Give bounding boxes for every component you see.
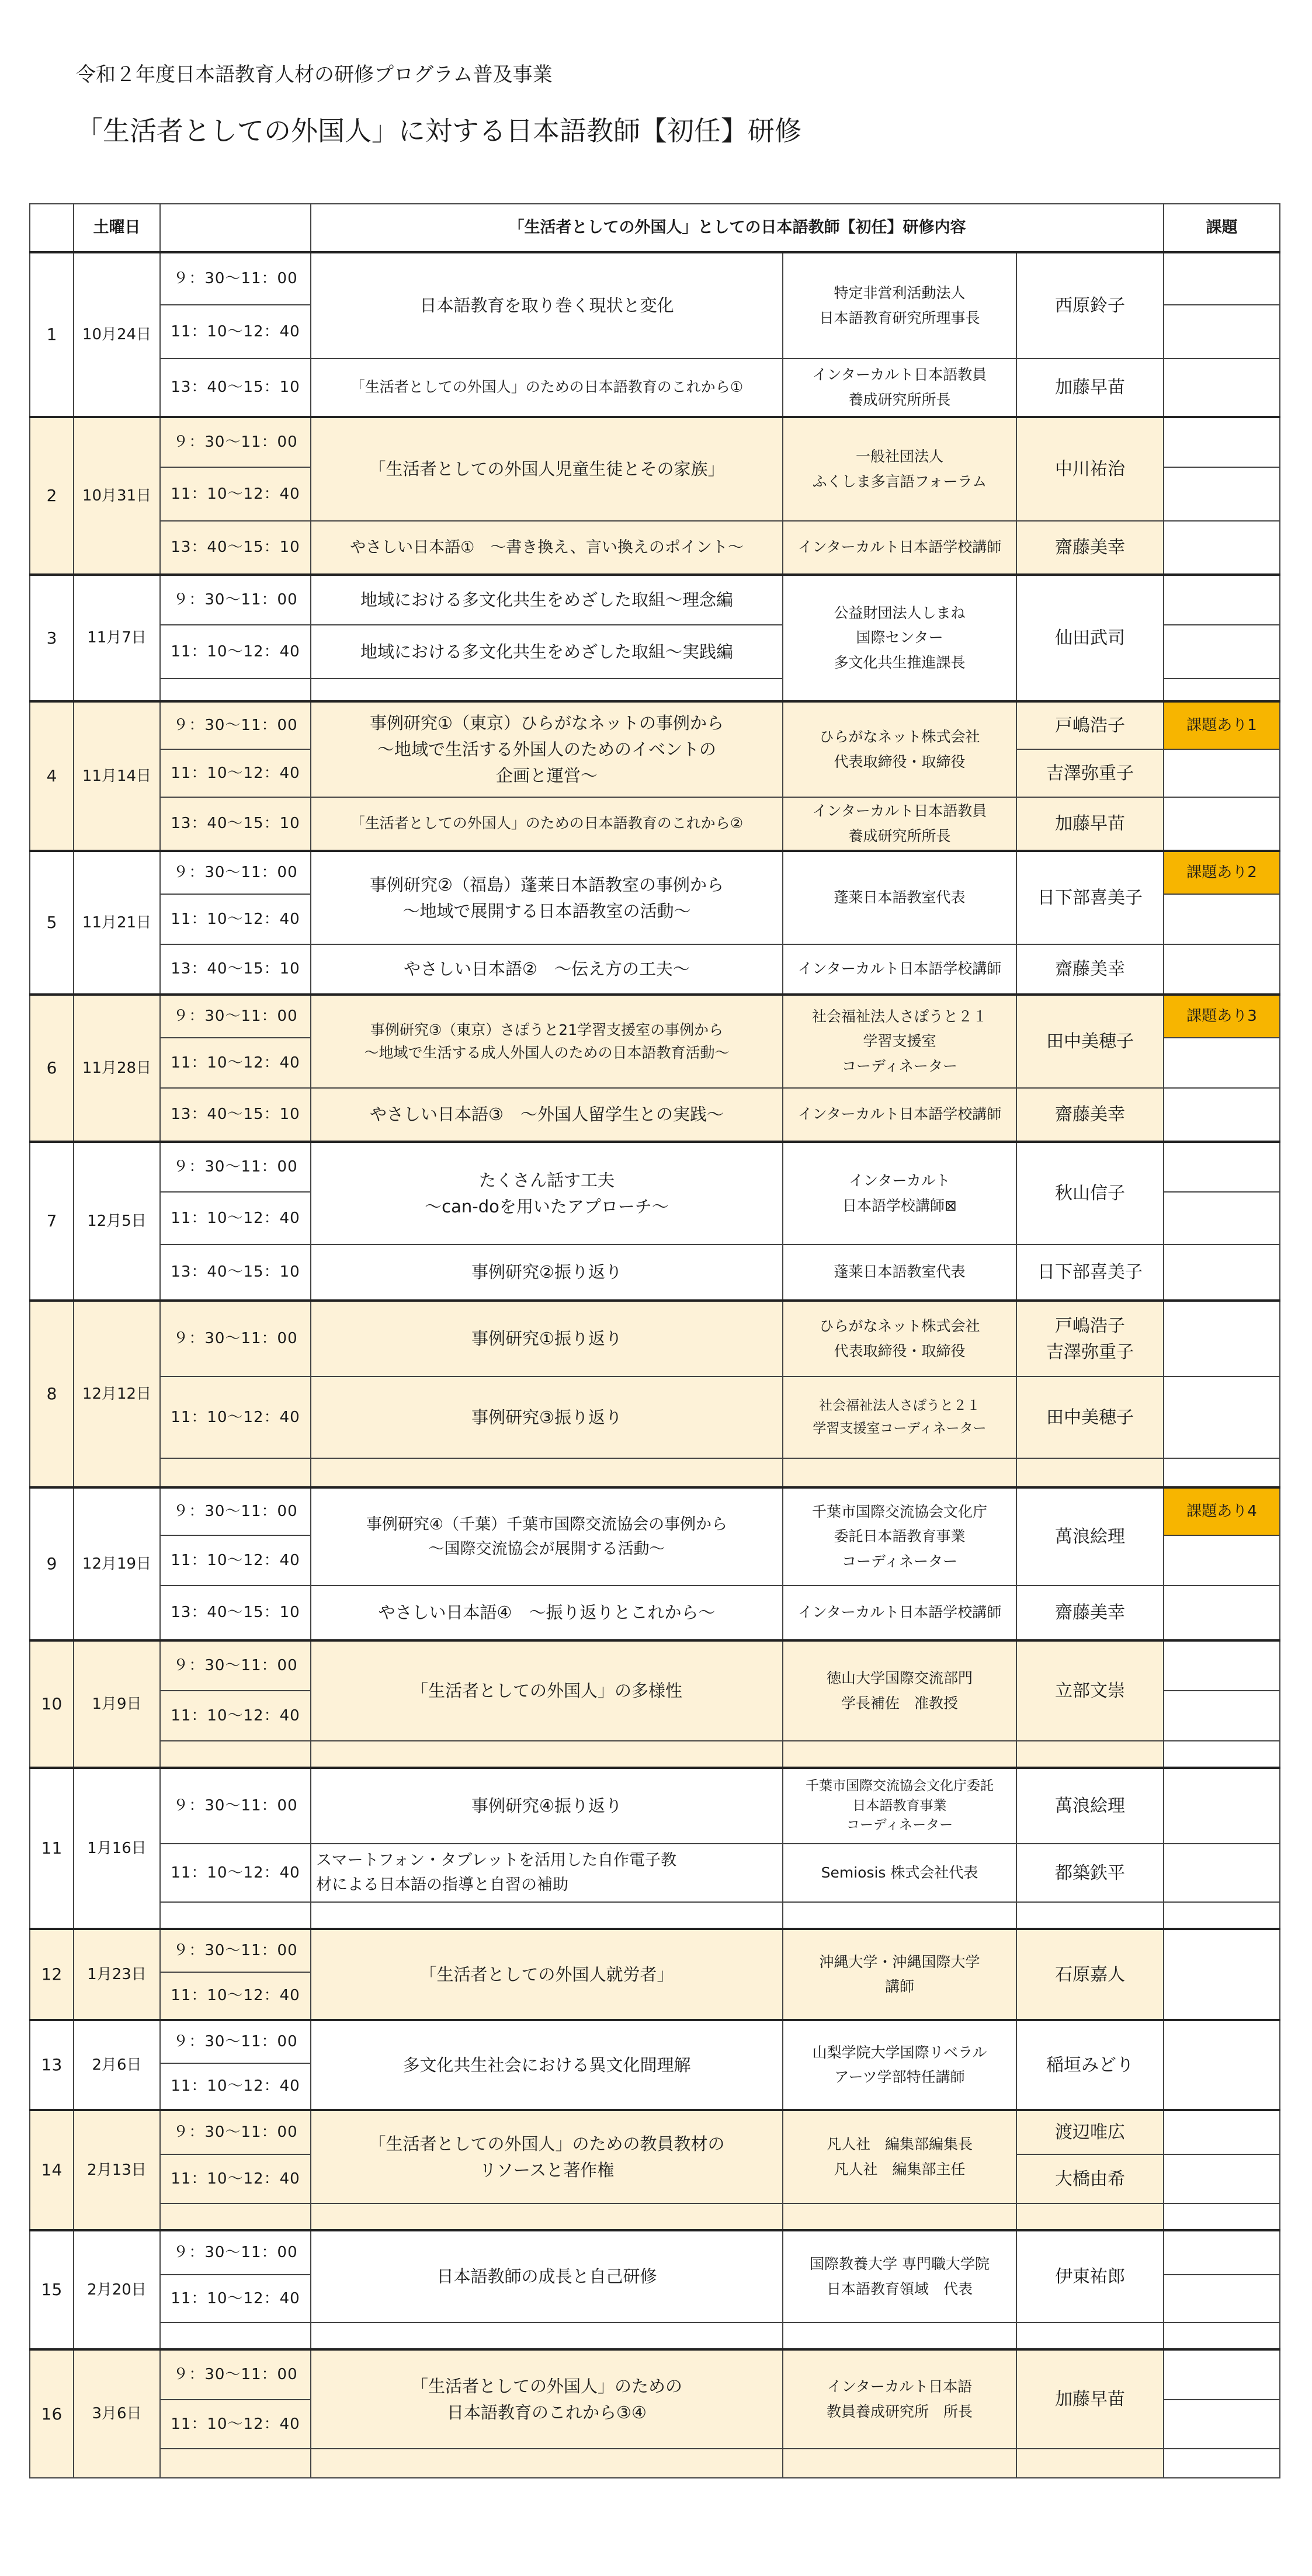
lecturer-affiliation: 蓬莱日本語教室代表 — [783, 851, 1016, 944]
time-slot: 11：10～12：40 — [160, 1691, 311, 1741]
table-row — [30, 2230, 1280, 2275]
table-row — [30, 1844, 1280, 1902]
task-cell — [1164, 2275, 1280, 2323]
lecture-content: 事例研究②振り返り — [311, 1244, 783, 1301]
time-slot: 11：10～12：40 — [160, 467, 311, 521]
content-empty — [311, 2449, 783, 2478]
session-number: 14 — [30, 2110, 74, 2230]
time-slot-empty — [160, 1902, 311, 1929]
table-row — [30, 1768, 1280, 1844]
time-slot: 13：40～15：10 — [160, 521, 311, 575]
lecturer-name: 田中美穂子 — [1016, 995, 1164, 1088]
lecturer-affiliation: インターカルト日本語学校講師 — [783, 521, 1016, 575]
lecturer-affiliation: ひらがなネット株式会社 代表取締役・取締役 — [783, 701, 1016, 797]
lecturer-name: 加藤早苗 — [1016, 797, 1164, 851]
session-number: 6 — [30, 995, 74, 1142]
session-date: 10月24日 — [74, 252, 160, 417]
session-date: 11月7日 — [74, 575, 160, 701]
table-row — [30, 1929, 1280, 1972]
lecturer-affiliation: ひらがなネット株式会社 代表取締役・取締役 — [783, 1301, 1016, 1376]
time-slot-empty — [160, 1741, 311, 1768]
program-title: 令和２年度日本語教育人材の研修プログラム普及事業 — [76, 63, 553, 86]
task-cell — [1164, 417, 1280, 467]
session-number: 11 — [30, 1768, 74, 1929]
table-row — [30, 2110, 1280, 2154]
time-slot-empty — [160, 1458, 311, 1487]
lecture-content: 「生活者としての外国人児童生徒とその家族」 — [311, 417, 783, 521]
table-row — [30, 521, 1280, 575]
lecture-content: 事例研究④（千葉）千葉市国際交流協会の事例から ～国際交流協会が展開する活動～ — [311, 1487, 783, 1586]
session-number: 3 — [30, 575, 74, 701]
table-row — [30, 2449, 1280, 2478]
affiliation-empty — [783, 1458, 1016, 1487]
affiliation-empty — [783, 1741, 1016, 1768]
task-cell — [1164, 2110, 1280, 2154]
lecturer-empty — [1016, 2203, 1164, 2230]
time-slot: ９：30～11：00 — [160, 2110, 311, 2154]
table-row — [30, 797, 1280, 851]
table-row — [30, 1376, 1280, 1458]
content-empty — [311, 2323, 783, 2349]
lecturer-affiliation: 千葉市国際交流協会文化庁委託 日本語教育事業 コーディネーター — [783, 1768, 1016, 1844]
time-slot: ９：30～11：00 — [160, 252, 311, 305]
time-slot: ９：30～11：00 — [160, 1301, 311, 1376]
lecturer-affiliation: 千葉市国際交流協会文化庁 委託日本語教育事業 コーディネーター — [783, 1487, 1016, 1586]
lecturer-name: 田中美穂子 — [1016, 1376, 1164, 1458]
lecture-content: やさしい日本語① ～書き換え、言い換えのポイント～ — [311, 521, 783, 575]
content-empty — [311, 1741, 783, 1768]
time-slot-empty — [160, 2449, 311, 2478]
session-date: 12月12日 — [74, 1301, 160, 1487]
task-cell — [1164, 749, 1280, 797]
task-cell — [1164, 305, 1280, 359]
session-number: 2 — [30, 417, 74, 575]
time-slot: 13：40～15：10 — [160, 1244, 311, 1301]
lecturer-affiliation: 公益財団法人しまね 国際センター 多文化共生推進課長 — [783, 575, 1016, 701]
task-cell — [1164, 1844, 1280, 1902]
session-number: 10 — [30, 1640, 74, 1768]
lecturer-name: 戸嶋浩子 — [1016, 701, 1164, 749]
affiliation-empty — [783, 2203, 1016, 2230]
task-cell — [1164, 467, 1280, 521]
task-cell — [1164, 2400, 1280, 2449]
header-saturday: 土曜日 — [74, 204, 160, 252]
table-row — [30, 995, 1280, 1038]
task-cell — [1164, 2349, 1280, 2400]
content-empty — [311, 1902, 783, 1929]
task-cell — [1164, 2154, 1280, 2203]
table-row — [30, 2203, 1280, 2230]
time-slot: ９：30～11：00 — [160, 1142, 311, 1192]
lecturer-name: 日下部喜美子 — [1016, 851, 1164, 944]
task-cell — [1164, 575, 1280, 625]
time-slot: 11：10～12：40 — [160, 749, 311, 797]
task-cell — [1164, 1458, 1280, 1487]
lecture-content: やさしい日本語③ ～外国人留学生との実践～ — [311, 1088, 783, 1142]
lecturer-affiliation: インターカルト日本語教員 養成研究所所長 — [783, 359, 1016, 417]
table-row — [30, 575, 1280, 625]
content-empty — [311, 1458, 783, 1487]
table-row — [30, 1088, 1280, 1142]
lecturer-name: 仙田武司 — [1016, 575, 1164, 701]
lecturer-affiliation: 社会福祉法人さぽうと２１ 学習支援室コーディネーター — [783, 1376, 1016, 1458]
task-cell — [1164, 625, 1280, 679]
affiliation-empty — [783, 2323, 1016, 2349]
lecturer-name: 戸嶋浩子 吉澤弥重子 — [1016, 1301, 1164, 1376]
task-cell — [1164, 521, 1280, 575]
time-slot: ９：30～11：00 — [160, 2020, 311, 2063]
session-date: 10月31日 — [74, 417, 160, 575]
table-row — [30, 851, 1280, 894]
header-no — [30, 204, 74, 252]
task-cell — [1164, 1741, 1280, 1768]
session-date: 12月19日 — [74, 1487, 160, 1640]
time-slot: 11：10～12：40 — [160, 1844, 311, 1902]
session-number: 13 — [30, 2020, 74, 2110]
lecturer-empty — [1016, 1458, 1164, 1487]
lecture-content: 地域における多文化共生をめざした取組～実践編 — [311, 625, 783, 679]
lecturer-name: 伊東祐郎 — [1016, 2230, 1164, 2323]
lecturer-name: 秋山信子 — [1016, 1142, 1164, 1244]
header-task: 課題 — [1164, 204, 1280, 252]
lecturer-empty — [1016, 1741, 1164, 1768]
time-slot: ９：30～11：00 — [160, 701, 311, 749]
task-cell — [1164, 359, 1280, 417]
time-slot: 11：10～12：40 — [160, 1038, 311, 1088]
time-slot: 11：10～12：40 — [160, 894, 311, 944]
time-slot: 13：40～15：10 — [160, 944, 311, 995]
lecturer-name: 立部文崇 — [1016, 1640, 1164, 1741]
time-slot: ９：30～11：00 — [160, 417, 311, 467]
table-row — [30, 1640, 1280, 1691]
task-cell — [1164, 944, 1280, 995]
session-date: 12月5日 — [74, 1142, 160, 1301]
affiliation-empty — [783, 1902, 1016, 1929]
lecture-content: 日本語教育を取り巻く現状と変化 — [311, 252, 783, 359]
table-header-row — [30, 204, 1280, 252]
task-cell — [1164, 1192, 1280, 1244]
time-slot: 11：10～12：40 — [160, 625, 311, 679]
table-row — [30, 252, 1280, 305]
session-number: 4 — [30, 701, 74, 851]
task-cell — [1164, 679, 1280, 701]
lecturer-name: 萬浪絵理 — [1016, 1768, 1164, 1844]
lecturer-empty — [1016, 1902, 1164, 1929]
lecture-content: 「生活者としての外国人」の多様性 — [311, 1640, 783, 1741]
lecturer-affiliation: インターカルト 日本語学校講師⊠ — [783, 1142, 1016, 1244]
table-row — [30, 1741, 1280, 1768]
session-date: 1月9日 — [74, 1640, 160, 1768]
lecturer-name: 西原鈴子 — [1016, 252, 1164, 359]
lecture-content: やさしい日本語④ ～振り返りとこれから～ — [311, 1586, 783, 1640]
task-badge: 課題あり1 — [1164, 701, 1280, 749]
lecture-content: 「生活者としての外国人」のための教員教材の リソースと著作権 — [311, 2110, 783, 2203]
task-cell — [1164, 2323, 1280, 2349]
time-slot: 11：10～12：40 — [160, 2275, 311, 2323]
lecturer-name: 吉澤弥重子 — [1016, 749, 1164, 797]
time-slot: 13：40～15：10 — [160, 1586, 311, 1640]
session-number: 9 — [30, 1487, 74, 1640]
time-slot: ９：30～11：00 — [160, 1768, 311, 1844]
task-cell — [1164, 2230, 1280, 2275]
time-slot: 13：40～15：10 — [160, 797, 311, 851]
header-content: 「生活者としての外国人」としての日本語教師【初任】研修内容 — [311, 204, 1164, 252]
task-cell — [1164, 1038, 1280, 1088]
lecturer-name: 齋藤美幸 — [1016, 944, 1164, 995]
time-slot: ９：30～11：00 — [160, 1640, 311, 1691]
training-title: 「生活者としての外国人」に対する日本語教師【初任】研修 — [76, 115, 801, 147]
lecture-content: 事例研究③（東京）さぽうと21学習支援室の事例から ～地域で生活する成人外国人のための日本語教育活動～ — [311, 995, 783, 1088]
lecturer-empty — [1016, 2449, 1164, 2478]
task-cell — [1164, 1768, 1280, 1844]
session-date: 3月6日 — [74, 2349, 160, 2478]
lecture-content: 「生活者としての外国人」のための日本語教育のこれから② — [311, 797, 783, 851]
time-slot: 11：10～12：40 — [160, 305, 311, 359]
time-slot: ９：30～11：00 — [160, 851, 311, 894]
table-row — [30, 1487, 1280, 1535]
lecture-content: 事例研究②（福島）蓬莱日本語教室の事例から ～地域で展開する日本語教室の活動～ — [311, 851, 783, 944]
task-cell — [1164, 1586, 1280, 1640]
lecturer-name: 中川祐治 — [1016, 417, 1164, 521]
task-cell — [1164, 2020, 1280, 2110]
session-number: 8 — [30, 1301, 74, 1487]
lecturer-affiliation: 山梨学院大学国際リベラル アーツ学部特任講師 — [783, 2020, 1016, 2110]
lecture-content: 「生活者としての外国人就労者」 — [311, 1929, 783, 2020]
lecturer-name: 渡辺唯広 — [1016, 2110, 1164, 2154]
lecture-content: 多文化共生社会における異文化間理解 — [311, 2020, 783, 2110]
lecturer-empty — [1016, 2323, 1164, 2349]
time-slot: 11：10～12：40 — [160, 1192, 311, 1244]
task-cell — [1164, 1376, 1280, 1458]
session-number: 16 — [30, 2349, 74, 2478]
schedule-table — [29, 203, 1280, 2478]
session-date: 2月13日 — [74, 2110, 160, 2230]
lecturer-affiliation: 特定非営利活動法人 日本語教育研究所理事長 — [783, 252, 1016, 359]
lecturer-affiliation: 凡人社 編集部編集長 凡人社 編集部主任 — [783, 2110, 1016, 2203]
lecturer-name: 齋藤美幸 — [1016, 1088, 1164, 1142]
table-row — [30, 1458, 1280, 1487]
task-cell — [1164, 1691, 1280, 1741]
session-date: 11月28日 — [74, 995, 160, 1142]
affiliation-empty — [783, 2449, 1016, 2478]
lecturer-name: 稲垣みどり — [1016, 2020, 1164, 2110]
lecturer-affiliation: 国際教養大学 専門職大学院 日本語教育領域 代表 — [783, 2230, 1016, 2323]
table-row — [30, 1244, 1280, 1301]
time-slot: 11：10～12：40 — [160, 1376, 311, 1458]
time-slot: ９：30～11：00 — [160, 2349, 311, 2400]
lecturer-affiliation: インターカルト日本語学校講師 — [783, 1088, 1016, 1142]
lecturer-name: 齋藤美幸 — [1016, 1586, 1164, 1640]
session-number: 12 — [30, 1929, 74, 2020]
task-cell — [1164, 1301, 1280, 1376]
session-date: 1月23日 — [74, 1929, 160, 2020]
lecturer-affiliation: インターカルト日本語教員 養成研究所所長 — [783, 797, 1016, 851]
time-slot: 11：10～12：40 — [160, 2400, 311, 2449]
session-date: 11月21日 — [74, 851, 160, 995]
lecturer-affiliation: インターカルト日本語 教員養成研究所 所長 — [783, 2349, 1016, 2449]
task-cell — [1164, 1142, 1280, 1192]
lecture-content: たくさん話す工夫 ～can-doを用いたアプローチ～ — [311, 1142, 783, 1244]
table-row — [30, 1902, 1280, 1929]
lecturer-affiliation: 徳山大学国際交流部門 学長補佐 准教授 — [783, 1640, 1016, 1741]
lecturer-affiliation: インターカルト日本語学校講師 — [783, 1586, 1016, 1640]
table-row — [30, 1142, 1280, 1192]
lecturer-affiliation: Semiosis 株式会社代表 — [783, 1844, 1016, 1902]
session-number: 7 — [30, 1142, 74, 1301]
lecturer-name: 石原嘉人 — [1016, 1929, 1164, 2020]
task-cell — [1164, 894, 1280, 944]
task-cell — [1164, 2449, 1280, 2478]
lecturer-affiliation: インターカルト日本語学校講師 — [783, 944, 1016, 995]
lecturer-name: 都築鉄平 — [1016, 1844, 1164, 1902]
lecture-content: 事例研究④振り返り — [311, 1768, 783, 1844]
session-date: 2月6日 — [74, 2020, 160, 2110]
time-slot: 13：40～15：10 — [160, 1088, 311, 1142]
session-date: 2月20日 — [74, 2230, 160, 2349]
table-row — [30, 2020, 1280, 2063]
task-cell — [1164, 1902, 1280, 1929]
time-slot: ９：30～11：00 — [160, 1487, 311, 1535]
lecture-content: 日本語教師の成長と自己研修 — [311, 2230, 783, 2323]
lecturer-affiliation: 社会福祉法人さぽうと２１ 学習支援室 コーディネーター — [783, 995, 1016, 1088]
lecture-content: スマートフォン・タブレットを活用した自作電子教 材による日本語の指導と自習の補助 — [311, 1844, 783, 1902]
time-slot: 11：10～12：40 — [160, 2063, 311, 2110]
table-row — [30, 944, 1280, 995]
table-row — [30, 1301, 1280, 1376]
lecture-content: 事例研究③振り返り — [311, 1376, 783, 1458]
task-cell — [1164, 252, 1280, 305]
task-cell — [1164, 797, 1280, 851]
time-slot: 11：10～12：40 — [160, 2154, 311, 2203]
time-slot: ９：30～11：00 — [160, 575, 311, 625]
lecture-content: 事例研究①（東京）ひらがなネットの事例から ～地域で生活する外国人のためのイベントの 企画と運営～ — [311, 701, 783, 797]
lecturer-affiliation: 一般社団法人 ふくしま多言語フォーラム — [783, 417, 1016, 521]
time-slot: ９：30～11：00 — [160, 995, 311, 1038]
task-cell — [1164, 2203, 1280, 2230]
task-cell — [1164, 1088, 1280, 1142]
table-row — [30, 359, 1280, 417]
time-slot: ９：30～11：00 — [160, 1929, 311, 1972]
table-row — [30, 417, 1280, 467]
session-number: 5 — [30, 851, 74, 995]
lecturer-name: 加藤早苗 — [1016, 359, 1164, 417]
lecturer-name: 萬浪絵理 — [1016, 1487, 1164, 1586]
time-slot-empty — [160, 2203, 311, 2230]
lecturer-name: 加藤早苗 — [1016, 2349, 1164, 2449]
table-row — [30, 701, 1280, 749]
lecturer-affiliation: 蓬莱日本語教室代表 — [783, 1244, 1016, 1301]
lecturer-affiliation: 沖縄大学・沖縄国際大学 講師 — [783, 1929, 1016, 2020]
content-empty — [311, 679, 783, 701]
table-row — [30, 1586, 1280, 1640]
time-slot-empty — [160, 679, 311, 701]
task-cell — [1164, 1929, 1280, 2020]
lecture-content: 地域における多文化共生をめざした取組～理念編 — [311, 575, 783, 625]
task-badge: 課題あり4 — [1164, 1487, 1280, 1535]
lecturer-name: 日下部喜美子 — [1016, 1244, 1164, 1301]
task-badge: 課題あり3 — [1164, 995, 1280, 1038]
time-slot: 13：40～15：10 — [160, 359, 311, 417]
lecture-content: 「生活者としての外国人」のための 日本語教育のこれから③④ — [311, 2349, 783, 2449]
content-empty — [311, 2203, 783, 2230]
task-cell — [1164, 1640, 1280, 1691]
session-date: 1月16日 — [74, 1768, 160, 1929]
session-number: 1 — [30, 252, 74, 417]
session-date: 11月14日 — [74, 701, 160, 851]
time-slot: ９：30～11：00 — [160, 2230, 311, 2275]
time-slot: 11：10～12：40 — [160, 1972, 311, 2020]
task-badge: 課題あり2 — [1164, 851, 1280, 894]
lecture-content: 事例研究①振り返り — [311, 1301, 783, 1376]
lecturer-name: 齋藤美幸 — [1016, 521, 1164, 575]
lecture-content: やさしい日本語② ～伝え方の工夫～ — [311, 944, 783, 995]
session-number: 15 — [30, 2230, 74, 2349]
task-cell — [1164, 1244, 1280, 1301]
task-cell — [1164, 1535, 1280, 1586]
time-slot-empty — [160, 2323, 311, 2349]
header-time — [160, 204, 311, 252]
lecture-content: 「生活者としての外国人」のための日本語教育のこれから① — [311, 359, 783, 417]
time-slot: 11：10～12：40 — [160, 1535, 311, 1586]
lecturer-name: 大橋由希 — [1016, 2154, 1164, 2203]
table-row — [30, 2323, 1280, 2349]
table-row — [30, 2349, 1280, 2400]
